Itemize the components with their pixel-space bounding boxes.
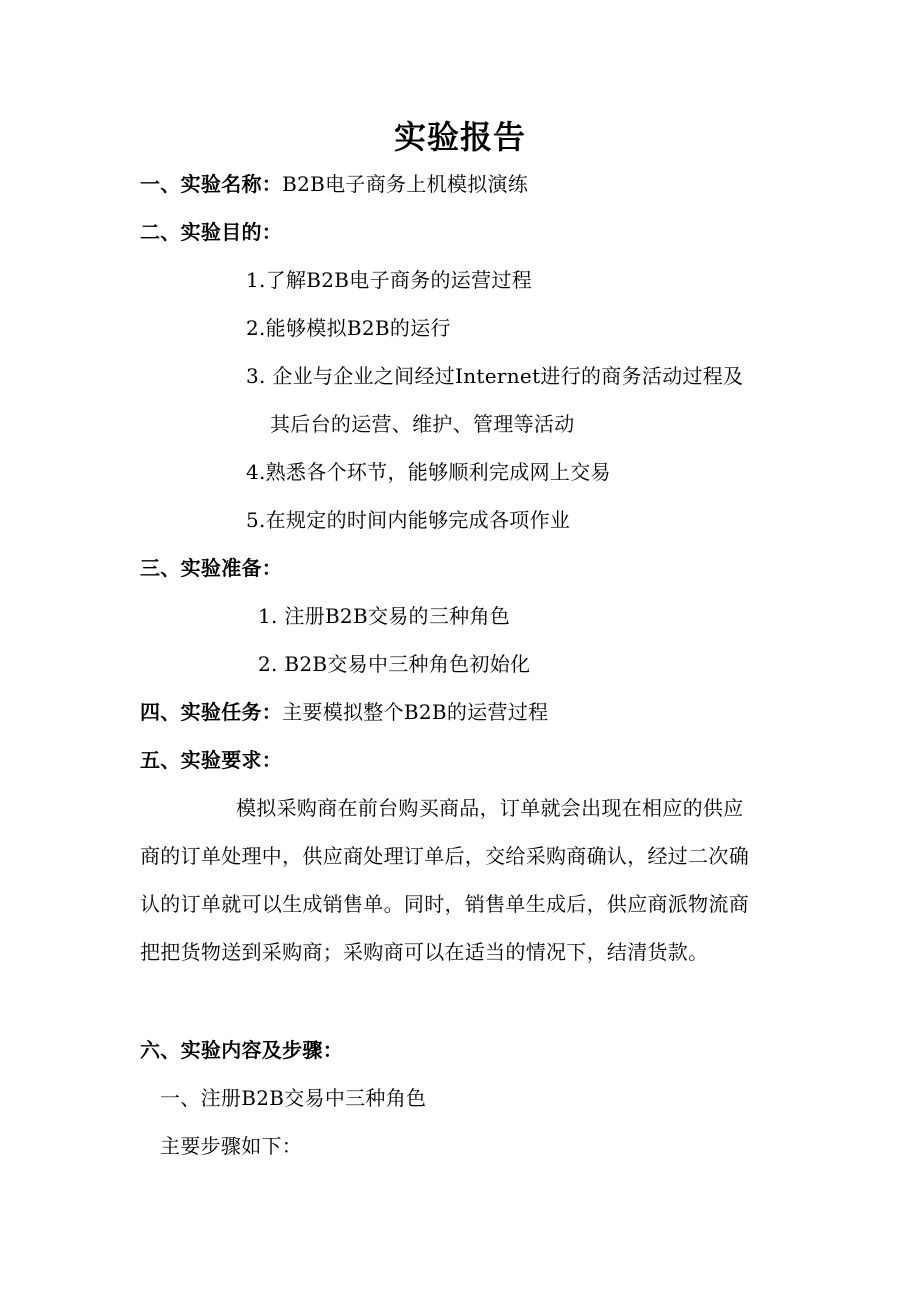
experiment-name-value: B2B电子商务上机模拟演练 [282, 172, 529, 196]
list-item: 1.了解B2B电子商务的运营过程 [246, 268, 533, 292]
paragraph-line: 商的订单处理中，供应商处理订单后，交给采购商确认，经过二次确 [140, 844, 749, 868]
subsection-heading: 一、注册B2B交易中三种角色 [160, 1086, 427, 1110]
experiment-task-value: 主要模拟整个B2B的运营过程 [282, 700, 549, 724]
section-experiment-task [140, 698, 548, 726]
steps-intro: 主要步骤如下： [160, 1134, 303, 1158]
list-item: 5.在规定的时间内能够完成各项作业 [246, 508, 571, 532]
section-heading: 六、实验内容及步骤： [140, 1038, 343, 1062]
page-title: 实验报告 [393, 118, 526, 156]
paragraph-line: 把把货物送到采购商；采购商可以在适当的情况下，结清货款。 [140, 940, 709, 964]
paragraph-line: 模拟采购商在前台购买商品，订单就会出现在相应的供应 [236, 796, 744, 820]
list-item: 3. 企业与企业之间经过Internet进行的商务活动过程及 [246, 364, 744, 388]
section-heading: 二、实验目的： [140, 220, 283, 244]
list-item: 2. B2B交易中三种角色初始化 [258, 652, 531, 676]
list-item: 1. 注册B2B交易的三种角色 [258, 604, 511, 628]
section-heading: 三、实验准备： [140, 556, 283, 580]
paragraph-line: 认的订单就可以生成销售单。同时，销售单生成后，供应商派物流商 [140, 892, 749, 916]
section-heading: 一、实验名称： [140, 172, 283, 196]
section-heading: 四、实验任务： [140, 700, 283, 724]
section-heading: 五、实验要求： [140, 748, 283, 772]
section-experiment-name [140, 170, 528, 198]
list-item-continuation: 其后台的运营、维护、管理等活动 [270, 412, 575, 436]
list-item: 2.能够模拟B2B的运行 [246, 316, 451, 340]
list-item: 4.熟悉各个环节，能够顺利完成网上交易 [246, 460, 611, 484]
